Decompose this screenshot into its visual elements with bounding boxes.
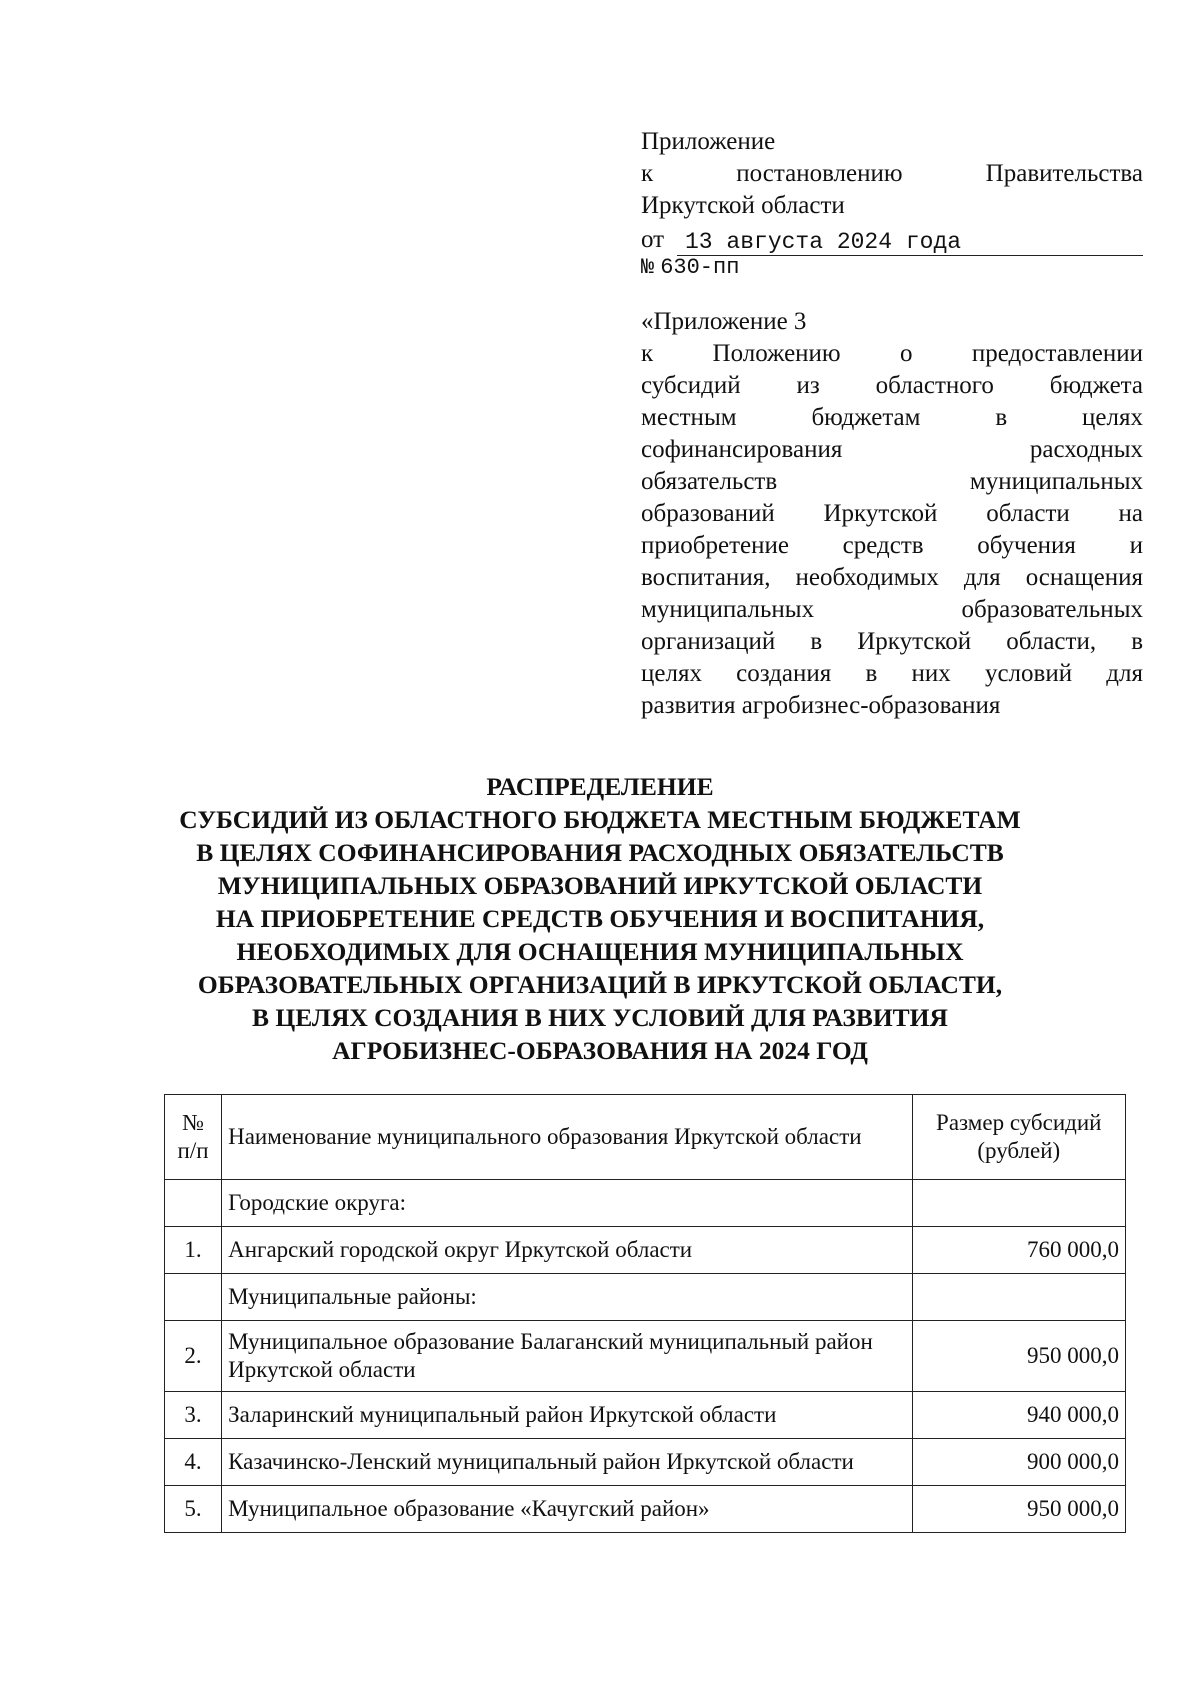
row-number	[165, 1180, 222, 1227]
date-underline	[677, 225, 1143, 256]
row-number: 3.	[165, 1392, 222, 1439]
title-line: В ЦЕЛЯХ СОЗДАНИЯ В НИХ УСЛОВИЙ ДЛЯ РАЗВИТИЯ	[252, 1003, 948, 1032]
title-line: В ЦЕЛЯХ СОФИНАНСИРОВАНИЯ РАСХОДНЫХ ОБЯЗАТЕЛЬСТВ	[196, 838, 1004, 867]
table-row	[165, 1392, 1126, 1439]
date-value: 13 августа 2024 года	[685, 229, 962, 255]
table-row	[165, 1274, 1126, 1321]
header-value-unit: (рублей)	[977, 1138, 1061, 1163]
row-value	[912, 1274, 1125, 1321]
row-name: Ангарский городской округ Иркутской области	[222, 1227, 912, 1274]
row-number: 5.	[165, 1486, 222, 1533]
annex-number-row	[641, 256, 1143, 288]
row-number: 2.	[165, 1321, 222, 1392]
row-name: Заларинский муниципальный район Иркутской области	[222, 1392, 912, 1439]
annex3-line: целях создания в них условий для	[641, 660, 1143, 687]
table-row	[165, 1227, 1126, 1274]
number-prefix: №	[641, 255, 655, 280]
header-value-title: Размер субсидий	[936, 1110, 1102, 1135]
table-row	[165, 1180, 1126, 1227]
title-line: НЕОБХОДИМЫХ ДЛЯ ОСНАЩЕНИЯ МУНИЦИПАЛЬНЫХ	[236, 937, 964, 966]
annex-date-row	[641, 222, 1143, 256]
annex-header	[641, 126, 1143, 722]
row-value: 900 000,0	[912, 1439, 1125, 1486]
row-name: Муниципальное образование Балаганский муниципальный район Иркутской области	[222, 1321, 912, 1392]
annex-label: Приложение	[641, 128, 776, 155]
table-row	[165, 1439, 1126, 1486]
row-value: 950 000,0	[912, 1486, 1125, 1533]
title-line: МУНИЦИПАЛЬНЫХ ОБРАЗОВАНИЙ ИРКУТСКОЙ ОБЛАСТИ	[217, 871, 983, 900]
row-name: Городские округа:	[222, 1180, 912, 1227]
title-line: АГРОБИЗНЕС-ОБРАЗОВАНИЯ НА 2024 ГОД	[332, 1036, 868, 1065]
date-prefix: от	[641, 226, 665, 253]
subsidy-table	[164, 1094, 1126, 1533]
annex3-last-line: развития агробизнес-образования	[641, 692, 1001, 719]
title-line: ОБРАЗОВАТЕЛЬНЫХ ОРГАНИЗАЦИЙ В ИРКУТСКОЙ ОБЛАСТИ,	[197, 970, 1003, 999]
annex3-line: обязательств муниципальных	[641, 468, 1143, 495]
annex3-line: муниципальных образовательных	[641, 596, 1143, 623]
row-number	[165, 1274, 222, 1321]
title-line: НА ПРИОБРЕТЕНИЕ СРЕДСТВ ОБУЧЕНИЯ И ВОСПИТАНИЯ,	[215, 904, 985, 933]
row-value: 760 000,0	[912, 1227, 1125, 1274]
annex3-line: к Положению о предоставлении	[641, 340, 1143, 367]
row-name: Казачинско-Ленский муниципальный район Иркутской области	[222, 1439, 912, 1486]
header-name: Наименование муниципального образования Иркутской области	[222, 1095, 912, 1180]
table-row	[165, 1486, 1126, 1533]
row-value	[912, 1180, 1125, 1227]
title-line: СУБСИДИЙ ИЗ ОБЛАСТНОГО БЮДЖЕТА МЕСТНЫМ БЮДЖЕТАМ	[179, 805, 1021, 834]
annex-to-resolution: к постановлению Правительства	[641, 160, 1143, 187]
header-number-symbol: №	[182, 1110, 205, 1135]
annex-region: Иркутской области	[641, 192, 845, 219]
title-line: РАСПРЕДЕЛЕНИЕ	[486, 772, 714, 801]
row-name: Муниципальное образование «Качугский район»	[222, 1486, 912, 1533]
annex3-block	[641, 306, 1143, 722]
number-value: 630-пп	[660, 255, 740, 280]
table-row	[165, 1321, 1126, 1392]
annex3-line: приобретение средств обучения и	[641, 532, 1143, 559]
table-header-row	[165, 1095, 1126, 1180]
document-title	[150, 770, 1050, 1067]
annex3-line: софинансирования расходных	[641, 436, 1143, 463]
header-number	[165, 1095, 222, 1180]
row-number: 4.	[165, 1439, 222, 1486]
annex3-line: образований Иркутской области на	[641, 500, 1143, 527]
row-number: 1.	[165, 1227, 222, 1274]
header-value	[912, 1095, 1125, 1180]
row-name: Муниципальные районы:	[222, 1274, 912, 1321]
annex3-line: местным бюджетам в целях	[641, 404, 1143, 431]
row-value: 940 000,0	[912, 1392, 1125, 1439]
header-number-pp: п/п	[177, 1138, 209, 1163]
annex3-line: воспитания, необходимых для оснащения	[641, 564, 1143, 591]
annex3-line: организаций в Иркутской области, в	[641, 628, 1143, 655]
row-value: 950 000,0	[912, 1321, 1125, 1392]
annex3-line: субсидий из областного бюджета	[641, 372, 1143, 399]
annex3-line: «Приложение 3	[641, 308, 807, 335]
